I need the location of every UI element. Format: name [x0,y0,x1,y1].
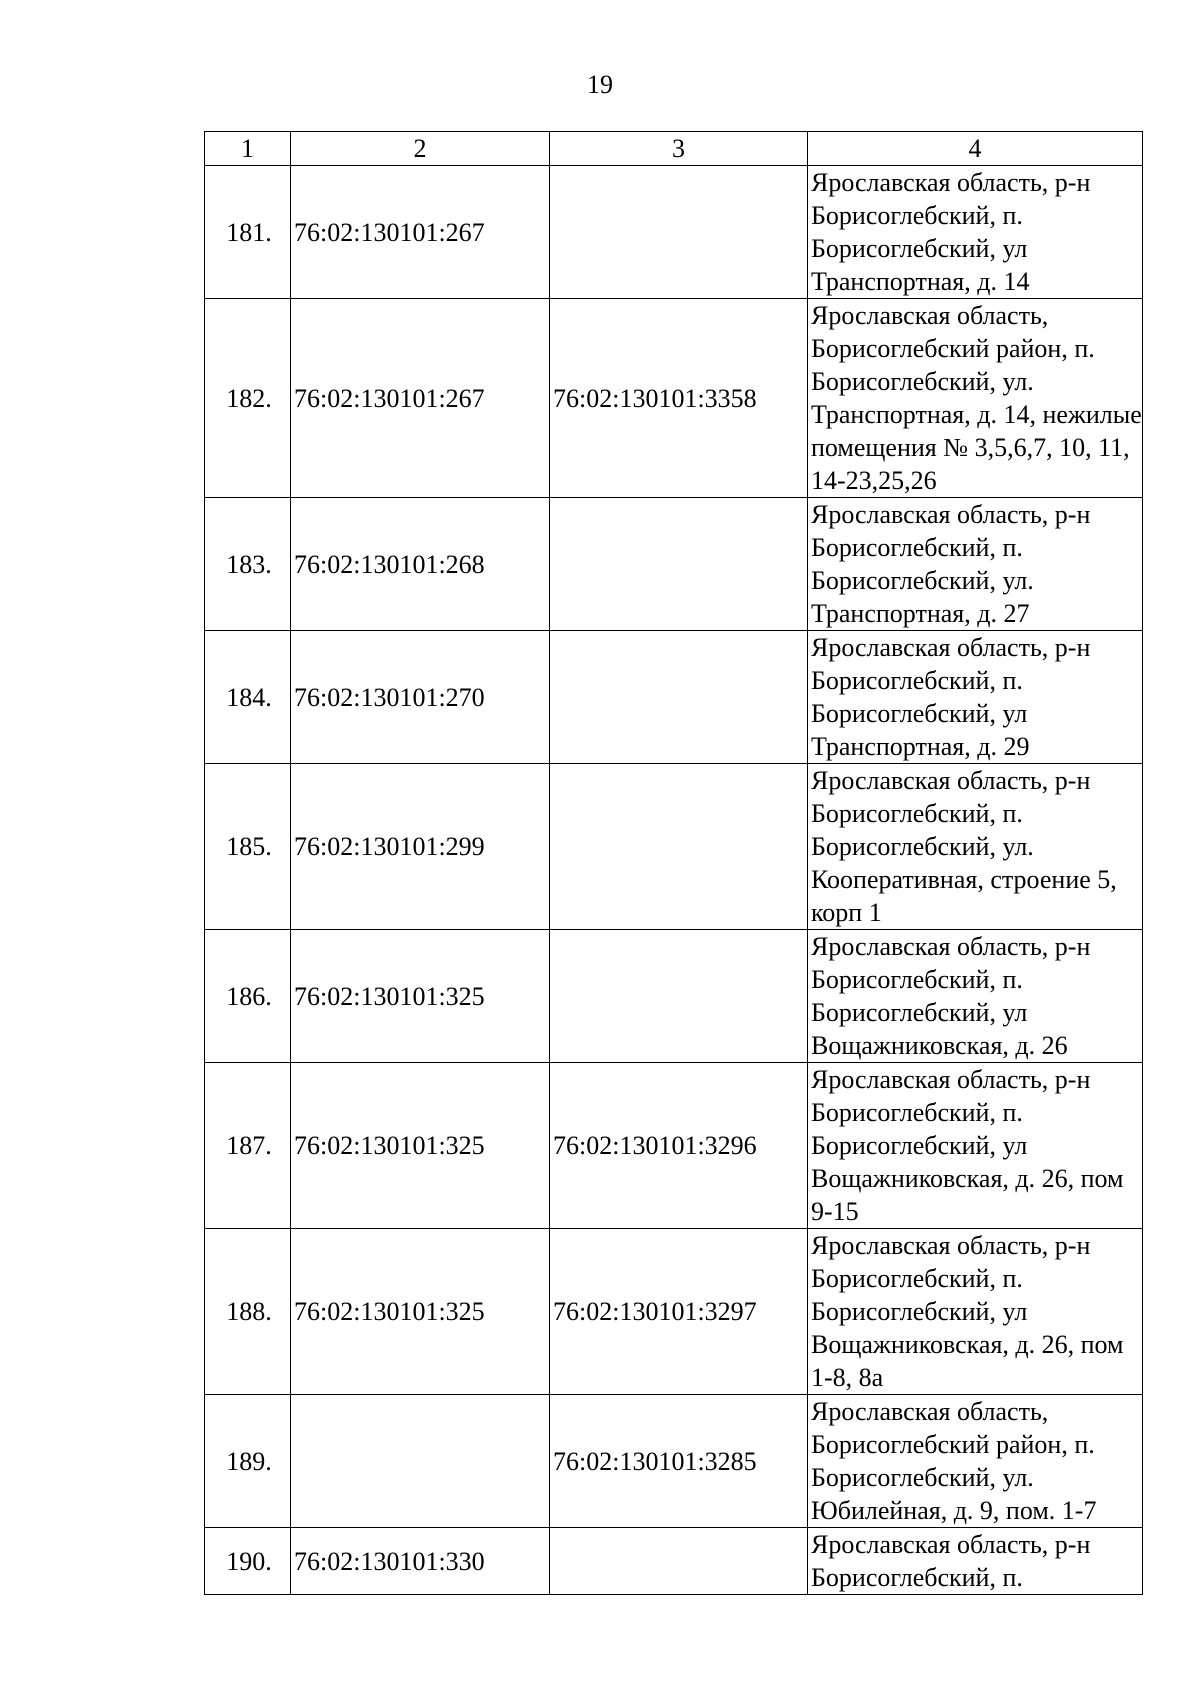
object-cadastral-number [550,764,808,930]
row-number: 186. [205,930,291,1063]
parcel-cadastral-number: 76:02:130101:299 [291,764,550,930]
table-body [205,166,1143,1595]
column-header-4: 4 [808,132,1143,166]
column-header-2: 2 [291,132,550,166]
parcel-cadastral-number: 76:02:130101:268 [291,498,550,631]
address-cell: Ярославская область, р-н Борисоглебский, п. Борисоглебский, ул Транспортная, д. 29 [808,631,1143,764]
parcel-cadastral-number: 76:02:130101:267 [291,299,550,498]
table-row [205,299,1143,498]
table-header [205,132,1143,166]
address-cell: Ярославская область, р-н Борисоглебский, п. [808,1528,1143,1595]
address-cell: Ярославская область, р-н Борисоглебский, п. Борисоглебский, ул. Кооперативная, строение 5, корп 1 [808,764,1143,930]
table-row [205,1063,1143,1229]
row-number: 188. [205,1229,291,1395]
address-cell: Ярославская область, Борисоглебский район, п. Борисоглебский, ул. Транспортная, д. 14, нежилые помещения № 3,5,6,7, 10, 11, 14-23,25,26 [808,299,1143,498]
row-number: 187. [205,1063,291,1229]
table-row [205,930,1143,1063]
object-cadastral-number [550,498,808,631]
address-cell: Ярославская область, р-н Борисоглебский, п. Борисоглебский, ул Транспортная, д. 14 [808,166,1143,299]
address-cell: Ярославская область, р-н Борисоглебский, п. Борисоглебский, ул. Транспортная, д. 27 [808,498,1143,631]
object-cadastral-number: 76:02:130101:3358 [550,299,808,498]
table-row [205,764,1143,930]
parcel-cadastral-number: 76:02:130101:325 [291,1229,550,1395]
address-cell: Ярославская область, р-н Борисоглебский, п. Борисоглебский, ул Вощажниковская, д. 26 [808,930,1143,1063]
registry-table [204,131,1143,1595]
table-row [205,166,1143,299]
table-row [205,498,1143,631]
row-number: 185. [205,764,291,930]
row-number: 184. [205,631,291,764]
row-number: 182. [205,299,291,498]
table-row [205,1528,1143,1595]
object-cadastral-number: 76:02:130101:3296 [550,1063,808,1229]
object-cadastral-number [550,930,808,1063]
row-number: 181. [205,166,291,299]
table-row [205,631,1143,764]
object-cadastral-number [550,166,808,299]
address-cell: Ярославская область, Борисоглебский район, п. Борисоглебский, ул. Юбилейная, д. 9, пом. 1-7 [808,1395,1143,1528]
table-row [205,1229,1143,1395]
row-number: 189. [205,1395,291,1528]
header-row [205,132,1143,166]
column-header-1: 1 [205,132,291,166]
object-cadastral-number: 76:02:130101:3297 [550,1229,808,1395]
parcel-cadastral-number: 76:02:130101:325 [291,930,550,1063]
row-number: 190. [205,1528,291,1595]
column-header-3: 3 [550,132,808,166]
table-row [205,1395,1143,1528]
object-cadastral-number [550,631,808,764]
parcel-cadastral-number: 76:02:130101:325 [291,1063,550,1229]
object-cadastral-number [550,1528,808,1595]
address-cell: Ярославская область, р-н Борисоглебский, п. Борисоглебский, ул Вощажниковская, д. 26, пом 1-8, 8а [808,1229,1143,1395]
parcel-cadastral-number: 76:02:130101:267 [291,166,550,299]
parcel-cadastral-number: 76:02:130101:270 [291,631,550,764]
parcel-cadastral-number [291,1395,550,1528]
page-number: 19 [587,70,613,99]
row-number: 183. [205,498,291,631]
object-cadastral-number: 76:02:130101:3285 [550,1395,808,1528]
address-cell: Ярославская область, р-н Борисоглебский, п. Борисоглебский, ул Вощажниковская, д. 26, пом 9-15 [808,1063,1143,1229]
parcel-cadastral-number: 76:02:130101:330 [291,1528,550,1595]
